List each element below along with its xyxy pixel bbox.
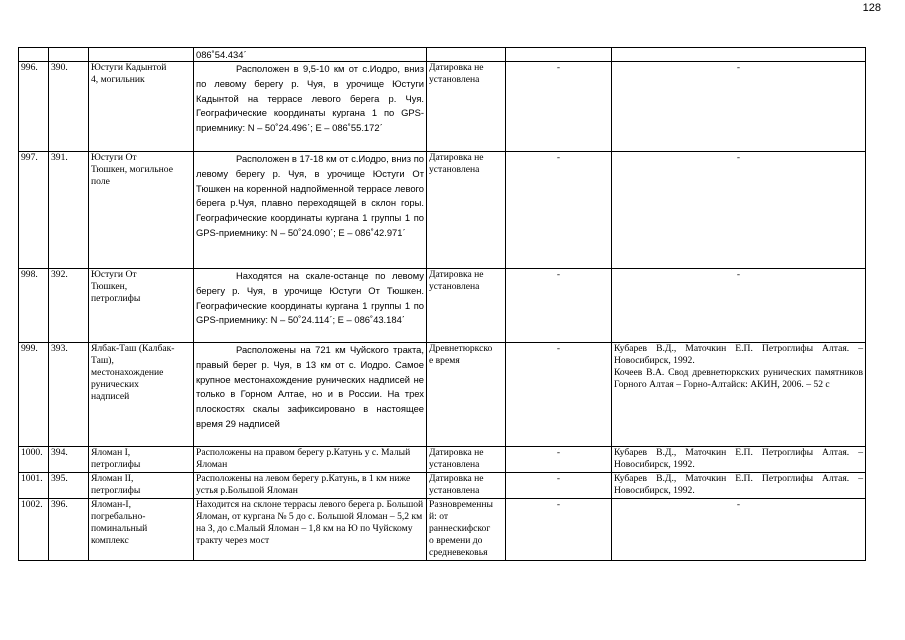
cell-id: 391. <box>49 152 89 269</box>
cell-id: 390. <box>49 62 89 152</box>
literature-entry: Кубарев В.Д., Маточкин Е.П. Петроглифы Алтая. – Новосибирск, 1992. <box>614 343 863 366</box>
cell-name <box>89 48 194 62</box>
literature-entry: Кубарев В.Д., Маточкин Е.П. Петроглифы Алтая. – Новосибирск, 1992. <box>614 473 863 496</box>
cell-literature: - <box>612 269 866 343</box>
cell-description: Расположен в 17-18 км от с.Иодро, вниз по левому берегу р. Чуя, в урочище Юстуги От Тюшкен на коренной надпойменной террасе левого берега р.Чуя, плавно переходящей в склон горы. Географические координаты кургана 1 группы 1 по GPS-приемнику: N – 50˚24.090΄; Е – 086˚42.971΄ <box>194 152 427 269</box>
cell-col6: - <box>506 499 612 561</box>
table-row <box>19 152 866 269</box>
table-row <box>19 499 866 561</box>
cell-col6: - <box>506 473 612 499</box>
cell-dating: Разновременны й: от раннескифског о времени до средневековья <box>427 499 506 561</box>
cell-name: Юстуги От Тюшкен, петроглифы <box>89 269 194 343</box>
monuments-table <box>18 47 866 561</box>
cell-name: Юстуги От Тюшкен, могильное поле <box>89 152 194 269</box>
cell-literature <box>612 473 866 499</box>
cell-col6: - <box>506 62 612 152</box>
cell-id: 392. <box>49 269 89 343</box>
cell-dating: Древнетюркско е время <box>427 343 506 447</box>
literature-entry: Кубарев В.Д., Маточкин Е.П. Петроглифы Алтая. – Новосибирск, 1992. <box>614 447 863 470</box>
table-row <box>19 62 866 152</box>
cell-literature <box>612 48 866 62</box>
cell-num: 1001. <box>19 473 49 499</box>
cell-dating: Датировка не установлена <box>427 62 506 152</box>
cell-name: Юстуги Кадынтой 4, могильник <box>89 62 194 152</box>
cell-col6: - <box>506 343 612 447</box>
cell-num: 1002. <box>19 499 49 561</box>
cell-literature: - <box>612 62 866 152</box>
cell-literature: - <box>612 499 866 561</box>
cell-dating: Датировка не установлена <box>427 152 506 269</box>
cell-description: Расположены на 721 км Чуйского тракта, правый берег р. Чуя, в 13 км от с. Иодро. Самое крупное местонахождение рунических надписей не только в Горном Алтае, но и в России. На трех плоскостях скалы зафиксировано в настоящее время 29 надписей <box>194 343 427 447</box>
cell-id <box>49 48 89 62</box>
cell-col6: - <box>506 447 612 473</box>
table-row-continuation <box>19 48 866 62</box>
cell-col6: - <box>506 152 612 269</box>
cell-dating: Датировка не установлена <box>427 473 506 499</box>
cell-description: Расположены на правом берегу р.Катунь у с. Малый Яломан <box>194 447 427 473</box>
cell-dating <box>427 48 506 62</box>
cell-col6 <box>506 48 612 62</box>
cell-name: Яломан-I, погребально- поминальный комплекс <box>89 499 194 561</box>
cell-literature <box>612 343 866 447</box>
cell-num <box>19 48 49 62</box>
cell-id: 394. <box>49 447 89 473</box>
table-row <box>19 343 866 447</box>
cell-literature: - <box>612 152 866 269</box>
table-row <box>19 473 866 499</box>
cell-col6: - <box>506 269 612 343</box>
cell-description: 086˚54.434΄ <box>194 48 427 62</box>
cell-description: Расположен в 9,5-10 км от с.Иодро, вниз по левому берегу р. Чуя, в урочище Юстуги Кадынтой на террасе левого берега р. Чуя. Географические координаты кургана 1 по GPS-приемнику: N – 50˚24.496΄; Е – 086˚55.172΄ <box>194 62 427 152</box>
cell-id: 395. <box>49 473 89 499</box>
table-row <box>19 269 866 343</box>
page-number: 128 <box>862 2 881 14</box>
cell-num: 1000. <box>19 447 49 473</box>
cell-name: Ялбак-Таш (Калбак- Таш), местонахождение рунических надписей <box>89 343 194 447</box>
cell-literature <box>612 447 866 473</box>
cell-dating: Датировка не установлена <box>427 447 506 473</box>
cell-num: 996. <box>19 62 49 152</box>
cell-num: 999. <box>19 343 49 447</box>
table-row <box>19 447 866 473</box>
cell-dating: Датировка не установлена <box>427 269 506 343</box>
cell-description: Находятся на скале-останце по левому берегу р. Чуя, в урочище Юстуги От Тюшкен. Географические координаты кургана 1 группы 1 по GPS-приемнику: N – 50˚24.114΄; Е – 086˚43.184΄ <box>194 269 427 343</box>
cell-name: Яломан I, петроглифы <box>89 447 194 473</box>
cell-num: 997. <box>19 152 49 269</box>
cell-id: 396. <box>49 499 89 561</box>
cell-num: 998. <box>19 269 49 343</box>
cell-description: Расположены на левом берегу р.Катунь, в 1 км ниже устья р.Большой Яломан <box>194 473 427 499</box>
cell-name: Яломан II, петроглифы <box>89 473 194 499</box>
literature-entry: Кочеев В.А. Свод древнетюркских рунических памятников Горного Алтая – Горно-Алтайск: АКИН, 2006. – 52 с <box>614 367 863 390</box>
cell-description: Находится на склоне террасы левого берега р. Большой Яломан, от кургана № 5 до с. Большой Яломан – 5,2 км на З, до с.Малый Яломан – 1,8 км на Ю по Чуйскому тракту через мост <box>194 499 427 561</box>
cell-id: 393. <box>49 343 89 447</box>
